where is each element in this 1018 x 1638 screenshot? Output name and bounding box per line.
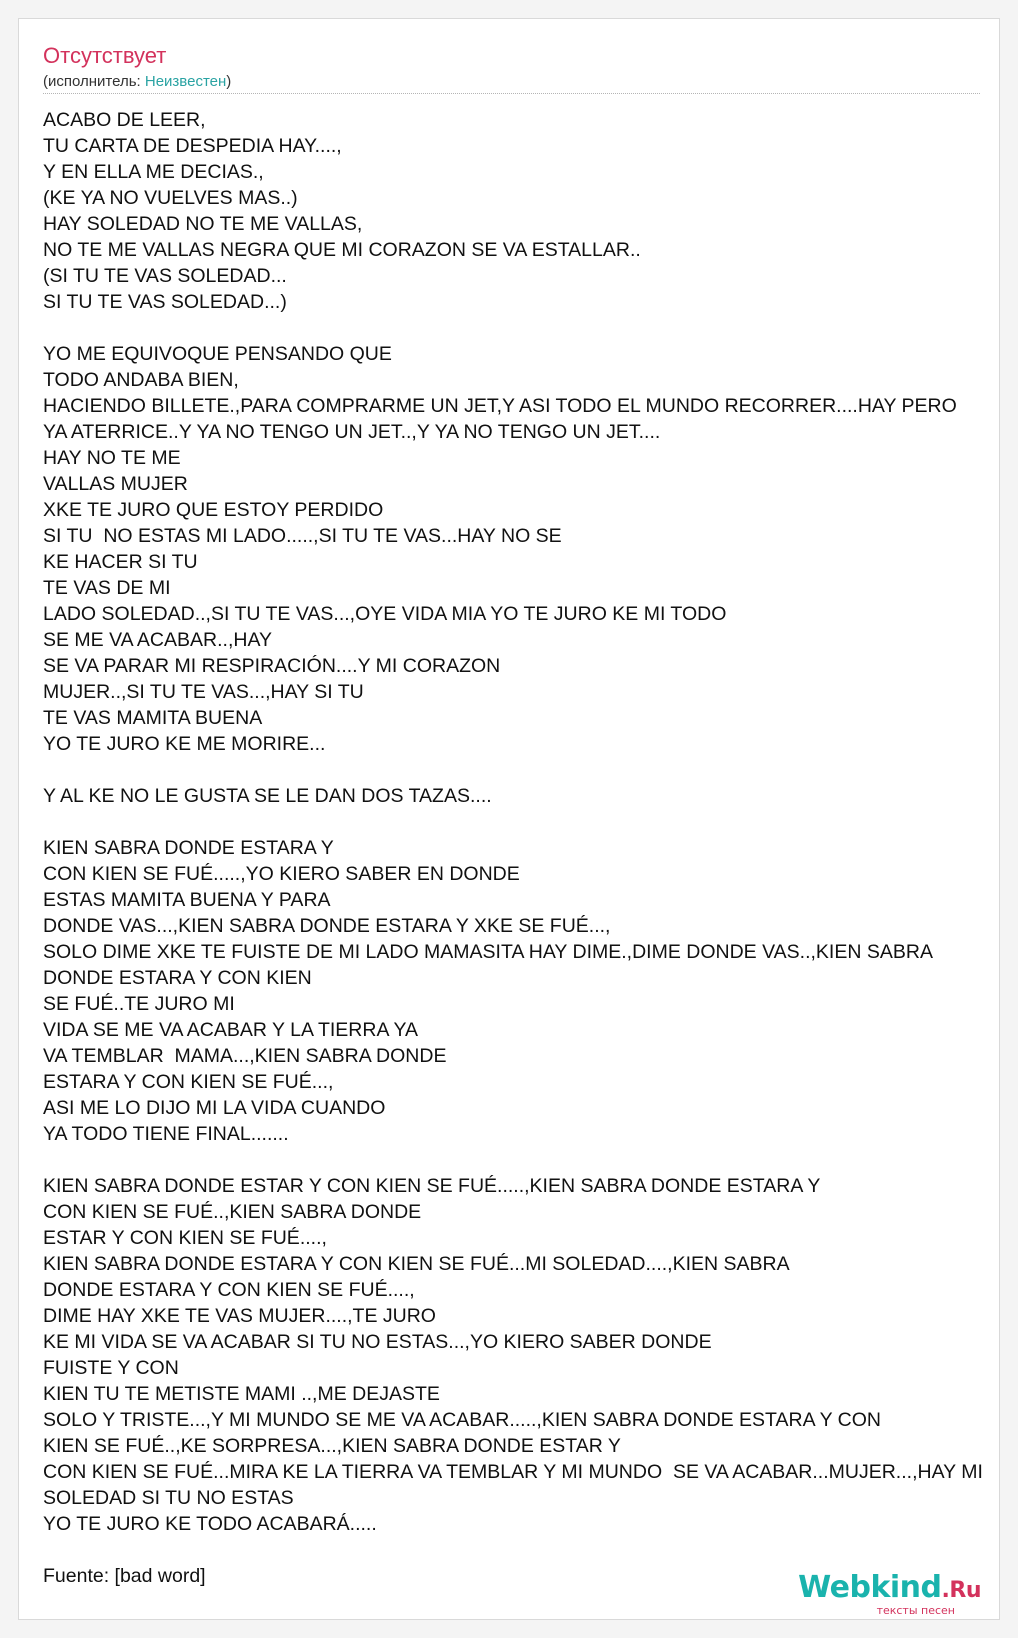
lyric-line: Y EN ELLA ME DECIAS., <box>43 161 264 183</box>
lyric-line: SI TU TE VAS SOLEDAD...) <box>43 291 287 313</box>
lyric-line: ASI ME LO DIJO MI LA VIDA CUANDO <box>43 1097 386 1119</box>
lyric-line: KE MI VIDA SE VA ACABAR SI TU NO ESTAS...,YO KIERO SABER DONDE <box>43 1331 712 1353</box>
lyric-line: YO TE JURO KE ME MORIRE... <box>43 733 326 755</box>
lyric-line: ESTAS MAMITA BUENA Y PARA <box>43 889 331 911</box>
lyric-line: YO TE JURO KE TODO ACABARÁ..... <box>43 1513 377 1535</box>
lyrics-card <box>18 18 1000 1620</box>
artist-prefix: (исполнитель: <box>43 73 145 90</box>
lyric-line: TE VAS MAMITA BUENA <box>43 707 263 729</box>
lyric-line: MUJER..,SI TU TE VAS...,HAY SI TU <box>43 681 364 703</box>
lyric-line: DIME HAY XKE TE VAS MUJER....,TE JURO <box>43 1305 436 1327</box>
lyric-line: VIDA SE ME VA ACABAR Y LA TIERRA YA <box>43 1019 419 1041</box>
lyric-line: VALLAS MUJER <box>43 473 188 495</box>
lyric-line: SOLEDAD SI TU NO ESTAS <box>43 1487 294 1509</box>
lyric-line: FUISTE Y CON <box>43 1357 179 1379</box>
lyric-line: KIEN SABRA DONDE ESTARA Y CON KIEN SE FUÉ...MI SOLEDAD....,KIEN SABRA <box>43 1253 790 1275</box>
lyric-line: HAY NO TE ME <box>43 447 181 469</box>
lyric-line: SE ME VA ACABAR..,HAY <box>43 629 273 651</box>
lyric-line: DONDE ESTARA Y CON KIEN SE FUÉ...., <box>43 1279 415 1301</box>
lyric-line: SI TU NO ESTAS MI LADO.....,SI TU TE VAS...HAY NO SE <box>43 525 562 547</box>
lyric-line: LADO SOLEDAD..,SI TU TE VAS...,OYE VIDA MIA YO TE JURO KE MI TODO <box>43 603 727 625</box>
lyrics-text <box>43 107 983 1589</box>
lyric-line: YA TODO TIENE FINAL....... <box>43 1123 289 1145</box>
logo-tld: .Ru <box>941 1578 981 1603</box>
lyric-line: YO ME EQUIVOQUE PENSANDO QUE <box>43 343 392 365</box>
lyric-line: (KE YA NO VUELVES MAS..) <box>43 187 298 209</box>
lyric-line: Y AL KE NO LE GUSTA SE LE DAN DOS TAZAS.... <box>43 785 492 807</box>
lyric-line: TU CARTA DE DESPEDIA HAY...., <box>43 135 342 157</box>
lyric-line: YA ATERRICE..Y YA NO TENGO UN JET..,Y YA NO TENGO UN JET.... <box>43 421 661 443</box>
lyric-line: CON KIEN SE FUÉ.....,YO KIERO SABER EN DONDE <box>43 863 520 885</box>
site-logo[interactable] <box>798 1571 981 1617</box>
artist-line <box>43 73 231 91</box>
lyric-line: NO TE ME VALLAS NEGRA QUE MI CORAZON SE VA ESTALLAR.. <box>43 239 641 261</box>
lyric-line: ESTARA Y CON KIEN SE FUÉ..., <box>43 1071 334 1093</box>
lyric-line: DONDE ESTARA Y CON KIEN <box>43 967 312 989</box>
artist-link[interactable]: Неизвестен <box>144 73 227 90</box>
lyric-line: KIEN SABRA DONDE ESTAR Y CON KIEN SE FUÉ.....,KIEN SABRA DONDE ESTARA Y <box>43 1175 821 1197</box>
lyric-line: CON KIEN SE FUÉ...MIRA KE LA TIERRA VA TEMBLAR Y MI MUNDO SE VA ACABAR...MUJER...,HAY MI <box>43 1461 983 1483</box>
lyric-line: TODO ANDABA BIEN, <box>43 369 239 391</box>
lyric-line: (SI TU TE VAS SOLEDAD... <box>43 265 287 287</box>
song-title: Отсутствует <box>43 43 167 68</box>
lyric-line: SE VA PARAR MI RESPIRACIÓN....Y MI CORAZON <box>43 655 501 677</box>
lyric-line: DONDE VAS...,KIEN SABRA DONDE ESTARA Y XKE SE FUÉ..., <box>43 915 611 937</box>
lyric-line: ACABO DE LEER, <box>43 109 206 131</box>
logo-name: Webkind <box>798 1570 942 1605</box>
lyric-line: HAY SOLEDAD NO TE ME VALLAS, <box>43 213 363 235</box>
lyric-line: TE VAS DE MI <box>43 577 171 599</box>
lyric-line: XKE TE JURO QUE ESTOY PERDIDO <box>43 499 384 521</box>
lyric-line: KE HACER SI TU <box>43 551 198 573</box>
lyric-line: KIEN TU TE METISTE MAMI ..,ME DEJASTE <box>43 1383 440 1405</box>
title-divider <box>43 93 980 94</box>
lyric-line: SE FUÉ..TE JURO MI <box>43 993 235 1015</box>
lyric-line: HACIENDO BILLETE.,PARA COMPRARME UN JET,Y ASI TODO EL MUNDO RECORRER....HAY PERO <box>43 395 957 417</box>
logo-wordmark <box>798 1571 981 1608</box>
lyric-line: KIEN SABRA DONDE ESTARA Y <box>43 837 334 859</box>
lyric-line: SOLO DIME XKE TE FUISTE DE MI LADO MAMASITA HAY DIME.,DIME DONDE VAS..,KIEN SABRA <box>43 941 933 963</box>
lyric-line: CON KIEN SE FUÉ..,KIEN SABRA DONDE <box>43 1201 422 1223</box>
lyric-line: ESTAR Y CON KIEN SE FUÉ...., <box>43 1227 327 1249</box>
artist-suffix: ) <box>226 73 232 90</box>
lyric-line: Fuente: [bad word] <box>43 1565 206 1587</box>
lyric-line: SOLO Y TRISTE...,Y MI MUNDO SE ME VA ACABAR.....,KIEN SABRA DONDE ESTARA Y CON <box>43 1409 882 1431</box>
lyric-line: KIEN SE FUÉ..,KE SORPRESA...,KIEN SABRA DONDE ESTAR Y <box>43 1435 621 1457</box>
lyric-line: VA TEMBLAR MAMA...,KIEN SABRA DONDE <box>43 1045 447 1067</box>
logo-tagline: тексты песен <box>876 1604 955 1617</box>
